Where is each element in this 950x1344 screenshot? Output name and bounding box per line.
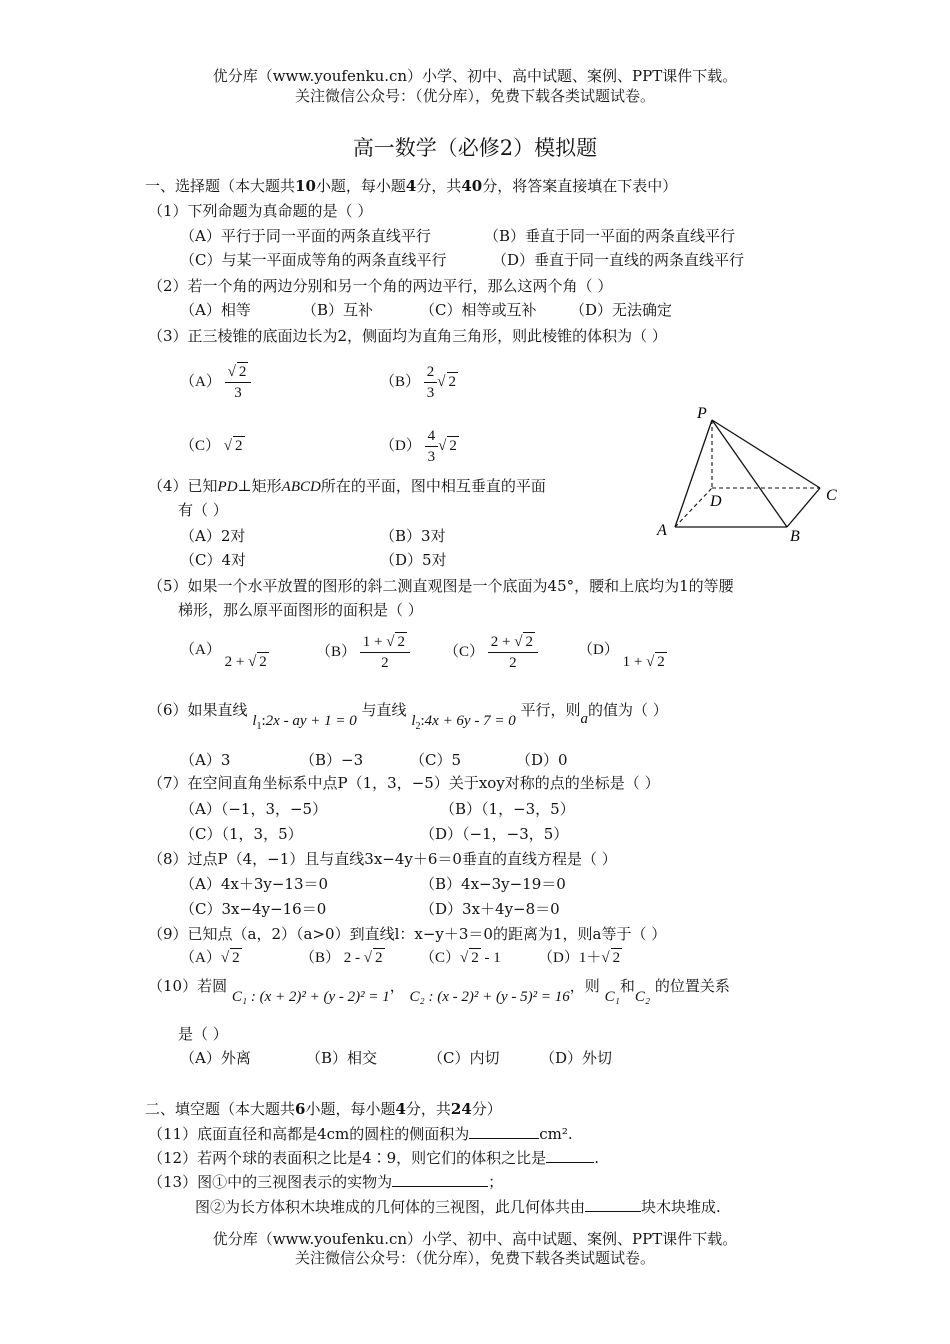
q12 — [148, 1148, 599, 1168]
q7-option-a: （A）（−1，3，−5） — [180, 800, 328, 818]
q11 — [148, 1124, 573, 1144]
q12-stem-b: . — [594, 1149, 599, 1167]
q9-option-b: （B） 2 - √ 2 — [300, 950, 383, 966]
q8-option-d: （D）3x＋4y−8＝0 — [420, 900, 560, 918]
edge-ad — [675, 488, 712, 527]
q5-option-c-label: （C） — [444, 644, 485, 660]
q6-line-l1 — [252, 713, 357, 732]
vertex-b: B — [790, 528, 800, 545]
footer-line-1: 优分库（www.youfenku.cn）小学、初中、高中试题、案例、PPT课件下载。 — [212, 1230, 738, 1248]
q6-option-c: （C）5 — [410, 751, 462, 769]
q5-d-radicand: 2 — [657, 654, 665, 670]
q8-option-b: （B）4x−3y−19＝0 — [420, 875, 566, 893]
q3-option-b-label: （B） — [380, 374, 421, 390]
q5-a-expr: 2 + — [224, 654, 245, 670]
section1-heading-c: 分，共 — [416, 177, 462, 195]
q2-option-a: （A）相等 — [180, 301, 251, 319]
q5-option-a-label: （A） — [180, 642, 221, 658]
q5-b-den: 2 — [381, 655, 389, 672]
q2-option-b: （B）互补 — [302, 301, 374, 319]
q3-option-d-fraction — [425, 426, 439, 467]
q5-option-c-fraction: $\frac{2 + √ 2}{2}$ — [488, 632, 538, 673]
q13-answer-blank-2[interactable] — [585, 1211, 641, 1212]
q6-l1-letter: l — [252, 713, 257, 729]
q7-option-d: （D）（−1，−3，5） — [420, 825, 569, 843]
q3-d-denominator: 3 — [427, 449, 436, 466]
q1-option-c: （C）与某一平面成等角的两条直线平行 — [180, 251, 447, 269]
q6-stem-c: 平行，则 — [520, 701, 581, 719]
q10-stem-b: ，则 — [569, 977, 600, 995]
q4-stem-c: 有（ ） — [178, 501, 228, 519]
q3-a-denominator: 3 — [234, 385, 242, 402]
q10-stem-c: 的位置关系 — [654, 977, 730, 995]
q11-answer-blank[interactable] — [469, 1138, 539, 1139]
section1-heading — [145, 176, 677, 196]
q2-stem: （2）若一个角的两边分别和另一个角的两边平行，那么这两个角（ ） — [148, 277, 613, 295]
q4-option-b: （B）3对 — [380, 527, 446, 545]
vertex-a: A — [657, 522, 667, 539]
q8-option-a: （A）4x＋3y−13＝0 — [180, 875, 329, 893]
section2-heading-c: 分，共 — [405, 1100, 451, 1118]
q7-stem: （7）在空间直角坐标系中点P（1，3，−5）关于xoy对称的点的坐标是（ ） — [148, 774, 660, 792]
q3-b-radicand: 2 — [448, 374, 456, 390]
q3-option-b: （B） $\frac{2}{3}$ √ 2 — [380, 364, 456, 402]
q9-c-radicand: 2 — [471, 950, 479, 966]
q9-d-radicand: 2 — [612, 950, 621, 966]
q10-option-a: （A）外离 — [180, 1049, 251, 1067]
q5-option-b-fraction: $\frac{1 + √ 2}{2}$ — [360, 632, 410, 673]
q3-option-d: （D） $\frac{4}{3}$ √ 2 — [380, 428, 457, 466]
q9-b-expr: 2 - — [343, 950, 361, 966]
q9-option-d: （D）1＋√ 2 — [538, 950, 621, 966]
q6-option-b: （B）−3 — [300, 751, 364, 769]
q9-option-d-label: （D）1＋ — [538, 950, 602, 966]
q6-stem-a: （6）如果直线 — [148, 701, 248, 719]
header-line-1: 优分库（www.youfenku.cn）小学、初中、高中试题、案例、PPT课件下载。 — [212, 67, 738, 85]
q5-d-expr: 1 + — [622, 654, 643, 670]
q3-b-denominator: 3 — [426, 385, 435, 402]
q3-option-d-label: （D） — [380, 438, 421, 454]
q5-option-d-label: （D） — [578, 642, 619, 658]
section2-heading-d: 分） — [471, 1100, 502, 1118]
section1-per: 4 — [405, 177, 417, 195]
q9-c-tail: - 1 — [484, 950, 501, 966]
q5-option-b — [316, 632, 410, 673]
section1-total: 40 — [461, 177, 483, 195]
q5-stem-b: 梯形，那么原平面图形的面积是（ ） — [178, 601, 423, 619]
q5-b-radicand: 2 — [397, 634, 405, 651]
q3-option-c-label: （C） — [180, 438, 221, 454]
q4-stem-a: （4）已知 — [148, 477, 218, 495]
vertex-c: C — [826, 487, 837, 504]
section1-heading-b: 小题，每小题 — [315, 177, 406, 195]
q13-answer-blank-1[interactable] — [392, 1186, 488, 1187]
footer-line-2: 关注微信公众号：（优分库），免费下载各类试题试卷。 — [294, 1249, 655, 1267]
q10-comma: ， — [389, 977, 405, 995]
page-title: 高一数学（必修2）模拟题 — [352, 136, 598, 160]
q1-option-d: （D）垂直于同一直线的两条直线平行 — [492, 251, 745, 269]
edge-bc — [787, 488, 820, 527]
q6-option-d: （D）0 — [516, 751, 568, 769]
q6-l1-sub: 1 — [256, 721, 262, 732]
q13-line2-b: 块木块堆成. — [641, 1198, 721, 1216]
q10-stem-a: （10）若圆 — [148, 977, 228, 995]
header-line-2: 关注微信公众号：（优分库），免费下载各类试题试卷。 — [294, 87, 655, 105]
q8-option-c: （C）3x−4y−16＝0 — [180, 900, 327, 918]
q6-line-l2 — [411, 713, 516, 732]
q4-option-c: （C）4对 — [180, 551, 247, 569]
q13-line-2 — [195, 1197, 721, 1217]
q5-b-num: 1 + — [362, 634, 383, 651]
edge-pb — [712, 420, 787, 527]
q10-option-d: （D）外切 — [540, 1049, 613, 1067]
q11-stem-a: （11）底面直径和高都是4cm的圆柱的侧面积为 — [148, 1125, 470, 1143]
q1-option-b: （B）垂直于同一平面的两条直线平行 — [484, 227, 736, 245]
q6-stem-b: 与直线 — [361, 701, 407, 719]
q8-stem: （8）过点P（4，−1）且与直线3x−4y＋6＝0垂直的直线方程是（ ） — [148, 850, 617, 868]
q5-option-c — [444, 632, 538, 673]
pyramid-figure — [650, 400, 850, 550]
q9-option-a: （A）√ 2 — [180, 950, 240, 966]
q10-option-b: （B）相交 — [306, 1049, 378, 1067]
q6-option-a: （A）3 — [180, 751, 231, 769]
q2-option-c: （C）相等或互补 — [420, 301, 537, 319]
section1-heading-a: 一、选择题（本大题共 — [145, 177, 296, 195]
q5-c-radicand: 2 — [525, 634, 533, 651]
q13-stem-a: （13）图①中的三视图表示的实物为 — [148, 1173, 393, 1191]
q5-option-a: （A） 2 + √ 2 — [180, 642, 267, 670]
q10-c1: C₁ — [604, 989, 620, 1005]
q6-l2-colon: : — [420, 713, 425, 729]
section1-count: 10 — [295, 177, 316, 195]
q9-option-b-label: （B） — [300, 950, 341, 966]
q10-c2: C₂ — [634, 989, 651, 1005]
q11-stem-b: cm². — [539, 1125, 573, 1143]
q13-line-1 — [148, 1172, 503, 1192]
q1-stem: （1）下列命题为真命题的是（ ） — [148, 202, 373, 220]
q10-c1-equation: C₁ : (x + 2)² + (y - 2)² = 1 — [231, 989, 390, 1005]
q3-option-c: （C） √ 2 — [180, 438, 243, 454]
q5-a-radicand: 2 — [259, 654, 267, 670]
q5-option-d: （D） 1 + √ 2 — [578, 642, 665, 670]
q7-option-c: （C）（1，3，5） — [180, 825, 303, 843]
q5-option-b-label: （B） — [316, 644, 357, 660]
q4-option-d: （D）5对 — [380, 551, 447, 569]
q13-line2-a: 图②为长方体积木块堆成的几何体的三视图，此几何体共由 — [195, 1198, 586, 1216]
q3-d-numerator: 4 — [425, 426, 439, 447]
q1-option-a: （A）平行于同一平面的两条直线平行 — [180, 227, 431, 245]
q6-stem — [148, 700, 668, 732]
q3-option-b-fraction — [424, 362, 438, 403]
q5-c-num: 2 + — [490, 634, 511, 651]
section2-heading-a: 二、填空题（本大题共 — [145, 1100, 296, 1118]
q3-d-radicand: 2 — [449, 438, 457, 454]
q6-stem-d: 的值为（ ） — [588, 701, 668, 719]
q10-and: 和 — [619, 977, 635, 995]
edge-pa — [675, 420, 712, 527]
q3-option-a — [180, 362, 251, 403]
q4-stem — [148, 476, 546, 497]
q9-b-radicand: 2 — [375, 950, 383, 966]
q9-stem: （9）已知点（a，2）（a>0）到直线l：x−y＋3＝0的距离为1，则a等于（ ） — [148, 925, 667, 943]
q4-pd: PD — [217, 479, 238, 495]
q5-c-den: 2 — [509, 655, 517, 672]
section2-per: 4 — [395, 1100, 406, 1118]
vertex-p: P — [697, 405, 707, 422]
q6-l2-sub: 2 — [415, 721, 421, 732]
q4-stem-b: 所在的平面，图中相互垂直的平面 — [320, 477, 546, 495]
q9-a-radicand: 2 — [232, 950, 240, 966]
section2-heading — [145, 1099, 502, 1119]
q4-option-a: （A）2对 — [180, 527, 246, 545]
q7-option-b: （B）（1，−3，5） — [440, 800, 575, 818]
edge-pc — [712, 420, 820, 488]
q10-option-c: （C）内切 — [428, 1049, 500, 1067]
section2-count: 6 — [295, 1100, 306, 1118]
q10-stem-d: 是（ ） — [178, 1025, 228, 1043]
q13-stem-b: ； — [488, 1173, 504, 1191]
q6-l2-equation: 4x + 6y - 7 = 0 — [424, 713, 516, 729]
q3-a-radicand: 2 — [238, 364, 247, 381]
section2-total: 24 — [450, 1100, 472, 1118]
q2-option-d: （D）无法确定 — [570, 301, 673, 319]
q4-perp: ⊥矩形 — [237, 477, 282, 495]
q4-abcd: ABCD — [281, 479, 321, 495]
q3-b-numerator: 2 — [424, 362, 438, 383]
section2-heading-b: 小题，每小题 — [305, 1100, 396, 1118]
q3-option-a-label: （A） — [180, 374, 221, 390]
q9-option-c-label: （C） — [420, 950, 461, 966]
q6-l1-colon: : — [261, 713, 266, 729]
q6-l2-letter: l — [411, 713, 416, 729]
q12-stem-a: （12）若两个球的表面积之比是4∶9，则它们的体积之比是 — [148, 1149, 547, 1167]
q10-c2-equation: C₂ : (x - 2)² + (y - 5)² = 16 — [409, 989, 570, 1005]
section1-heading-d: 分，将答案直接填在下表中） — [482, 177, 678, 195]
q3-stem: （3）正三棱锥的底面边长为2，侧面均为直角三角形，则此棱锥的体积为（ ） — [148, 327, 667, 345]
q6-a: a — [580, 711, 589, 727]
q10-stem — [148, 976, 730, 1005]
q3-option-a-fraction: $\frac{√ 2}{3}$ — [225, 362, 252, 403]
q9-option-c: （C）√ 2 - 1 — [420, 950, 501, 966]
vertex-d: D — [710, 493, 722, 510]
q12-answer-blank[interactable] — [546, 1162, 594, 1163]
q3-c-radicand: 2 — [235, 438, 243, 454]
q6-l1-equation: 2x - ay + 1 = 0 — [265, 713, 357, 729]
q5-stem-a: （5）如果一个水平放置的图形的斜二测直观图是一个底面为45°，腰和上底均为1的等腰 — [148, 577, 734, 595]
q9-option-a-label: （A） — [180, 950, 221, 966]
